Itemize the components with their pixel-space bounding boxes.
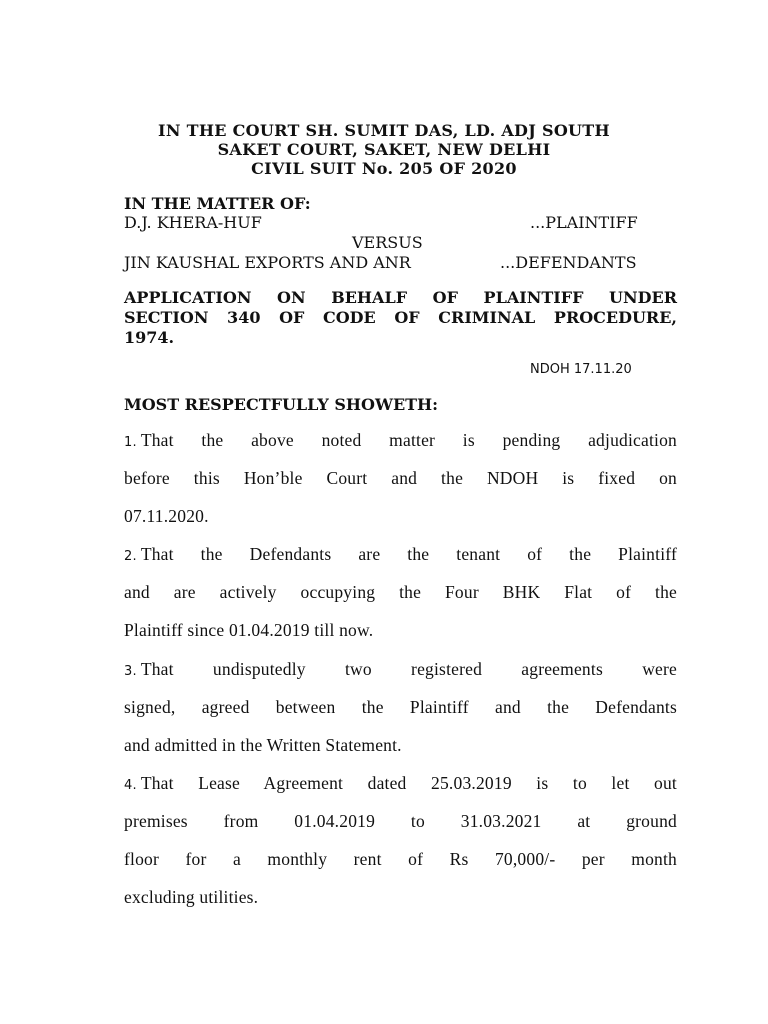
application-title-line-2: SECTION 340 OF CODE OF CRIMINAL PROCEDURE, [124,308,677,327]
paragraph-4-number: 4. [124,778,137,793]
case-number: CIVIL SUIT No. 205 OF 2020 [251,159,517,178]
application-title-line-1: APPLICATION ON BEHALF OF PLAINTIFF UNDER [124,288,677,307]
paragraph-4-line-1: 4. That Lease Agreement dated 25.03.2019 is to let out [124,773,677,793]
paragraph-4-line-2: premises from 01.04.2019 to 31.03.2021 at ground [124,811,677,831]
paragraph-2-number: 2. [124,549,137,564]
paragraph-3-line-1: 3. That undisputedly two registered agreements were [124,659,677,679]
paragraph-1-line-2: before this Hon’ble Court and the NDOH is fixed on [124,468,677,488]
paragraph-3-line-3: and admitted in the Written Statement. [124,735,402,755]
showeth-heading: MOST RESPECTFULLY SHOWETH: [124,395,439,414]
application-title-line-3: 1974. [124,328,175,347]
court-heading-line-2: SAKET COURT, SAKET, NEW DELHI [217,140,551,159]
defendant-name: JIN KAUSHAL EXPORTS AND ANR [124,253,411,272]
paragraph-3-line-2: signed, agreed between the Plaintiff and the Defendants [124,697,677,717]
plaintiff-name: D.J. KHERA-HUF [124,213,262,232]
matter-title: IN THE MATTER OF: [124,194,311,213]
paragraph-1-number: 1. [124,435,137,450]
paragraph-2-line-3: Plaintiff since 01.04.2019 till now. [124,620,374,640]
paragraph-3-number: 3. [124,664,137,679]
paragraph-4-line-3: floor for a monthly rent of Rs 70,000/- per month [124,849,677,869]
court-heading-line-1: IN THE COURT SH. SUMIT DAS, LD. ADJ SOUTH [158,121,610,140]
versus-label: VERSUS [352,233,423,252]
paragraph-1-line-3: 07.11.2020. [124,506,209,526]
defendant-role: ...DEFENDANTS [500,253,637,272]
paragraph-2-line-2: and are actively occupying the Four BHK Flat of the [124,582,677,602]
plaintiff-role: ...PLAINTIFF [530,213,638,232]
paragraph-1-line-1: 1. That the above noted matter is pending adjudication [124,430,677,450]
paragraph-4-line-4: excluding utilities. [124,887,259,907]
ndoh-date: NDOH 17.11.20 [530,362,632,377]
paragraph-2-line-1: 2. That the Defendants are the tenant of the Plaintiff [124,544,677,564]
